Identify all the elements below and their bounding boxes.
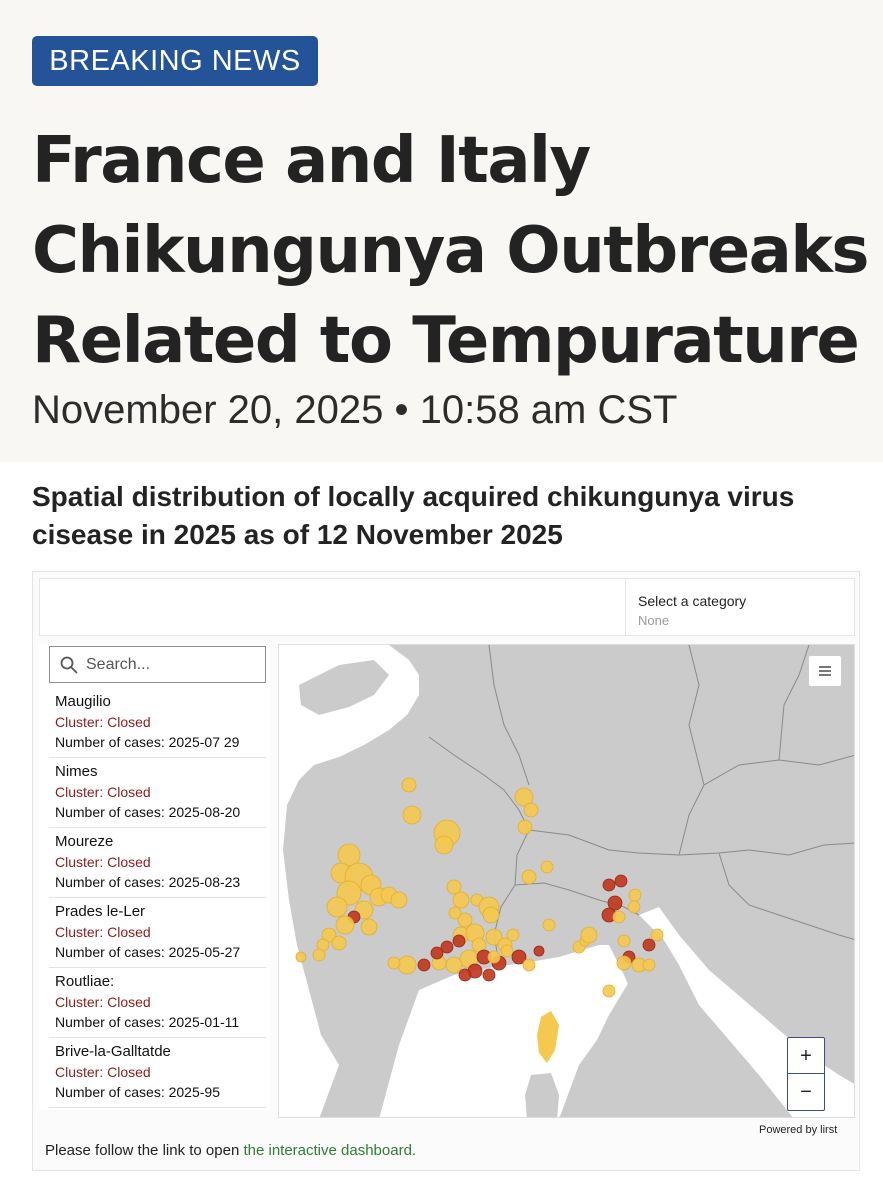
cluster-marker[interactable] <box>435 836 453 854</box>
cluster-marker[interactable] <box>488 951 500 963</box>
cluster-marker[interactable] <box>522 870 536 884</box>
category-value[interactable]: None <box>638 613 670 628</box>
cluster-cases: Number of cases: 2025-08-20 <box>55 804 241 820</box>
list-icon <box>809 656 841 686</box>
cluster-name: Nimes <box>55 763 98 780</box>
cluster-marker[interactable] <box>313 949 325 961</box>
zoom-control <box>787 1037 825 1111</box>
category-label: Select a category <box>638 593 747 609</box>
list-item[interactable] <box>49 758 266 828</box>
cluster-marker[interactable] <box>391 892 407 908</box>
zoom-out-button[interactable]: − <box>800 1081 812 1103</box>
cluster-marker-active[interactable] <box>534 946 544 956</box>
cluster-cases: Number of cases: 2025-08-23 <box>55 874 241 890</box>
cluster-marker[interactable] <box>402 778 416 792</box>
separator: • <box>394 388 409 432</box>
cluster-marker[interactable] <box>449 907 461 919</box>
cluster-marker-active[interactable] <box>483 969 495 981</box>
cluster-marker-active[interactable] <box>418 959 430 971</box>
article-header <box>0 0 883 462</box>
cluster-marker-active[interactable] <box>441 941 453 953</box>
dashboard-panel <box>32 571 860 1171</box>
cluster-marker[interactable] <box>524 803 538 817</box>
cluster-cases: Number of cases: 2025-95 <box>55 1084 220 1100</box>
cluster-list <box>49 688 266 1108</box>
cluster-marker[interactable] <box>361 919 377 935</box>
cluster-marker[interactable] <box>332 936 346 950</box>
cluster-sidebar <box>39 644 270 1110</box>
cluster-marker[interactable] <box>618 935 630 947</box>
cluster-status: Cluster: Closed <box>55 924 151 940</box>
dateline <box>32 385 677 435</box>
search-box[interactable] <box>49 646 266 683</box>
cluster-marker[interactable] <box>398 956 416 974</box>
headline: France and Italy Chikungunya Outbreaks Related to Tempurature <box>32 124 868 378</box>
legend-toggle-button[interactable] <box>808 655 842 687</box>
list-item[interactable] <box>49 828 266 898</box>
cluster-name: Prades le-Ler <box>55 903 146 920</box>
cluster-marker[interactable] <box>628 901 640 913</box>
cluster-marker[interactable] <box>581 927 597 943</box>
cluster-marker[interactable] <box>483 907 499 923</box>
map-attribution: Powered by lirst <box>759 1124 838 1136</box>
cluster-marker[interactable] <box>603 985 615 997</box>
cluster-marker[interactable] <box>453 892 469 908</box>
cluster-marker-active[interactable] <box>643 939 655 951</box>
cluster-marker[interactable] <box>543 919 555 931</box>
dashboard-link[interactable]: the interactive dashboard. <box>243 1142 417 1159</box>
cluster-marker-active[interactable] <box>459 969 471 981</box>
cluster-status: Cluster: Closed <box>55 1064 151 1080</box>
zoom-in-button[interactable]: + <box>788 1038 824 1074</box>
map-title: Spatial distribution of locally acquired chikungunya virus cisease in 2025 as of 12 November 2025 <box>32 481 795 550</box>
cluster-marker[interactable] <box>629 889 641 901</box>
cluster-marker[interactable] <box>296 952 306 962</box>
cluster-marker[interactable] <box>501 945 513 957</box>
list-item[interactable] <box>49 688 266 758</box>
search-input[interactable] <box>86 653 256 677</box>
dashboard-footer <box>45 1142 416 1159</box>
map-canvas[interactable] <box>279 645 855 1118</box>
time: 10:58 am CST <box>419 388 678 432</box>
breaking-news-badge: BREAKING NEWS <box>32 36 318 86</box>
cluster-status: Cluster: Closed <box>55 784 151 800</box>
list-item[interactable] <box>49 898 266 968</box>
date: November 20, 2025 <box>32 388 384 432</box>
search-icon <box>60 656 78 674</box>
cluster-marker[interactable] <box>446 957 462 973</box>
cluster-marker[interactable] <box>518 820 532 834</box>
cluster-status: Cluster: Closed <box>55 994 151 1010</box>
footer-text: Please follow the link to open <box>45 1142 244 1159</box>
cluster-status: Cluster: Closed <box>55 854 151 870</box>
cluster-name: Moureze <box>55 833 114 850</box>
cluster-marker[interactable] <box>613 911 625 923</box>
cluster-marker[interactable] <box>388 957 400 969</box>
outbreak-map[interactable] <box>278 644 855 1118</box>
cluster-marker[interactable] <box>643 959 655 971</box>
cluster-marker-active[interactable] <box>603 879 615 891</box>
cluster-marker[interactable] <box>523 959 535 971</box>
cluster-cases: Number of cases: 2025-07 29 <box>55 734 240 750</box>
cluster-cases: Number of cases: 2025-01-11 <box>55 1014 240 1030</box>
dashboard-topbar <box>39 578 855 636</box>
cluster-cases: Number of cases: 2025-05-27 <box>55 944 241 960</box>
cluster-marker[interactable] <box>507 929 519 941</box>
cluster-marker[interactable] <box>403 806 421 824</box>
cluster-status: Cluster: Closed <box>55 714 151 730</box>
list-item[interactable] <box>49 1038 266 1108</box>
cluster-marker[interactable] <box>651 929 663 941</box>
cluster-name: Routliae: <box>55 973 115 990</box>
cluster-marker-active[interactable] <box>615 875 627 887</box>
cluster-marker[interactable] <box>336 916 354 934</box>
category-selector[interactable] <box>625 579 856 635</box>
cluster-name: Brive-la-Galltatde <box>55 1043 171 1060</box>
cluster-marker[interactable] <box>327 897 347 917</box>
cluster-marker[interactable] <box>541 861 553 873</box>
list-item[interactable] <box>49 968 266 1038</box>
cluster-marker-active[interactable] <box>453 935 465 947</box>
cluster-marker-active[interactable] <box>608 896 622 910</box>
cluster-name: Maugilio <box>55 693 111 710</box>
cluster-marker[interactable] <box>617 956 631 970</box>
